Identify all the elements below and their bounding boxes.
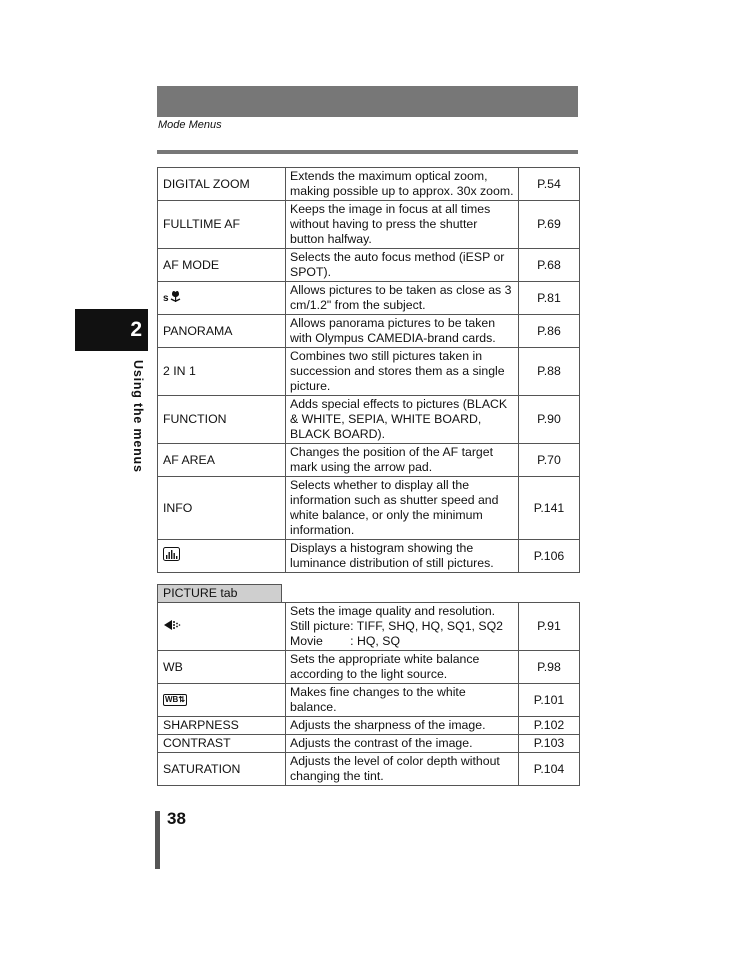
page-reference: P.106	[519, 540, 580, 573]
item-name	[158, 603, 286, 651]
page-reference: P.103	[519, 735, 580, 753]
page-reference: P.88	[519, 348, 580, 396]
item-name: AF AREA	[158, 444, 286, 477]
item-description: Displays a histogram showing the luminance distribution of still pictures.	[286, 540, 519, 573]
item-name: PANORAMA	[158, 315, 286, 348]
page-reference: P.68	[519, 249, 580, 282]
item-name: 2 IN 1	[158, 348, 286, 396]
chapter-label: Using the menus	[131, 360, 145, 473]
item-name	[158, 684, 286, 717]
item-name: SATURATION	[158, 753, 286, 786]
item-description	[286, 603, 519, 651]
page-number: 38	[167, 809, 186, 828]
item-description: Keeps the image in focus at all times without having to press the shutter button halfway.	[286, 201, 519, 249]
item-name: WB	[158, 651, 286, 684]
description-line: Still picture: TIFF, SHQ, HQ, SQ1, SQ2	[290, 619, 503, 633]
table-row	[158, 396, 580, 444]
item-description: Allows pictures to be taken as close as 3 cm/1.2" from the subject.	[286, 282, 519, 315]
item-description: Makes fine changes to the white balance.	[286, 684, 519, 717]
table-row	[158, 315, 580, 348]
page-bar	[155, 811, 160, 869]
table-row	[158, 651, 580, 684]
page-reference: P.70	[519, 444, 580, 477]
header-rule	[157, 150, 578, 154]
page-reference: P.69	[519, 201, 580, 249]
table-row	[158, 444, 580, 477]
chapter-tab	[75, 309, 148, 351]
item-description: Adjusts the contrast of the image.	[286, 735, 519, 753]
table-row	[158, 201, 580, 249]
header-bar	[157, 86, 578, 117]
item-name	[158, 282, 286, 315]
super-macro-icon	[163, 289, 183, 307]
item-name	[158, 540, 286, 573]
item-name: INFO	[158, 477, 286, 540]
item-description: Adds special effects to pictures (BLACK & WHITE, SEPIA, WHITE BOARD, BLACK BOARD).	[286, 396, 519, 444]
mode-menu-table	[157, 167, 580, 573]
page-reference: P.91	[519, 603, 580, 651]
table-row	[158, 603, 580, 651]
item-name: FULLTIME AF	[158, 201, 286, 249]
table-row	[158, 168, 580, 201]
picture-menu-table	[157, 602, 580, 786]
item-description: Adjusts the sharpness of the image.	[286, 717, 519, 735]
item-description: Adjusts the level of color depth without changing the tint.	[286, 753, 519, 786]
item-name: SHARPNESS	[158, 717, 286, 735]
page-reference: P.54	[519, 168, 580, 201]
table-row	[158, 249, 580, 282]
table-row	[158, 753, 580, 786]
page-reference: P.104	[519, 753, 580, 786]
table-row	[158, 477, 580, 540]
page-reference: P.101	[519, 684, 580, 717]
table-row	[158, 717, 580, 735]
table-row	[158, 735, 580, 753]
page-reference: P.90	[519, 396, 580, 444]
item-description: Selects whether to display all the information such as shutter speed and white balance, or only the minimum information.	[286, 477, 519, 540]
item-name: CONTRAST	[158, 735, 286, 753]
item-name: AF MODE	[158, 249, 286, 282]
page-reference: P.141	[519, 477, 580, 540]
section-title: Mode Menus	[158, 119, 222, 131]
description-line: Movie : HQ, SQ	[290, 634, 401, 648]
image-quality-icon	[163, 619, 181, 635]
item-name: FUNCTION	[158, 396, 286, 444]
item-name: DIGITAL ZOOM	[158, 168, 286, 201]
chapter-number: 2	[130, 318, 142, 341]
page-reference: P.98	[519, 651, 580, 684]
page-reference: P.102	[519, 717, 580, 735]
svg-text:s: s	[163, 293, 169, 303]
wb-icon-text: WB	[165, 695, 179, 705]
description-line: Sets the image quality and resolution.	[290, 604, 496, 618]
picture-tab-label: PICTURE tab	[157, 584, 282, 602]
table-row	[158, 282, 580, 315]
table-row	[158, 540, 580, 573]
item-description: Combines two still pictures taken in succession and stores them as a single picture.	[286, 348, 519, 396]
wb-adjust-icon: WB⇅	[165, 695, 186, 705]
item-description: Extends the maximum optical zoom, making possible up to approx. 30x zoom.	[286, 168, 519, 201]
item-description: Changes the position of the AF target mark using the arrow pad.	[286, 444, 519, 477]
item-description: Selects the auto focus method (iESP or SPOT).	[286, 249, 519, 282]
page-reference: P.81	[519, 282, 580, 315]
item-description: Sets the appropriate white balance according to the light source.	[286, 651, 519, 684]
histogram-icon	[163, 547, 180, 565]
page-reference: P.86	[519, 315, 580, 348]
table-row	[158, 684, 580, 717]
table-row	[158, 348, 580, 396]
item-description: Allows panorama pictures to be taken with Olympus CAMEDIA-brand cards.	[286, 315, 519, 348]
